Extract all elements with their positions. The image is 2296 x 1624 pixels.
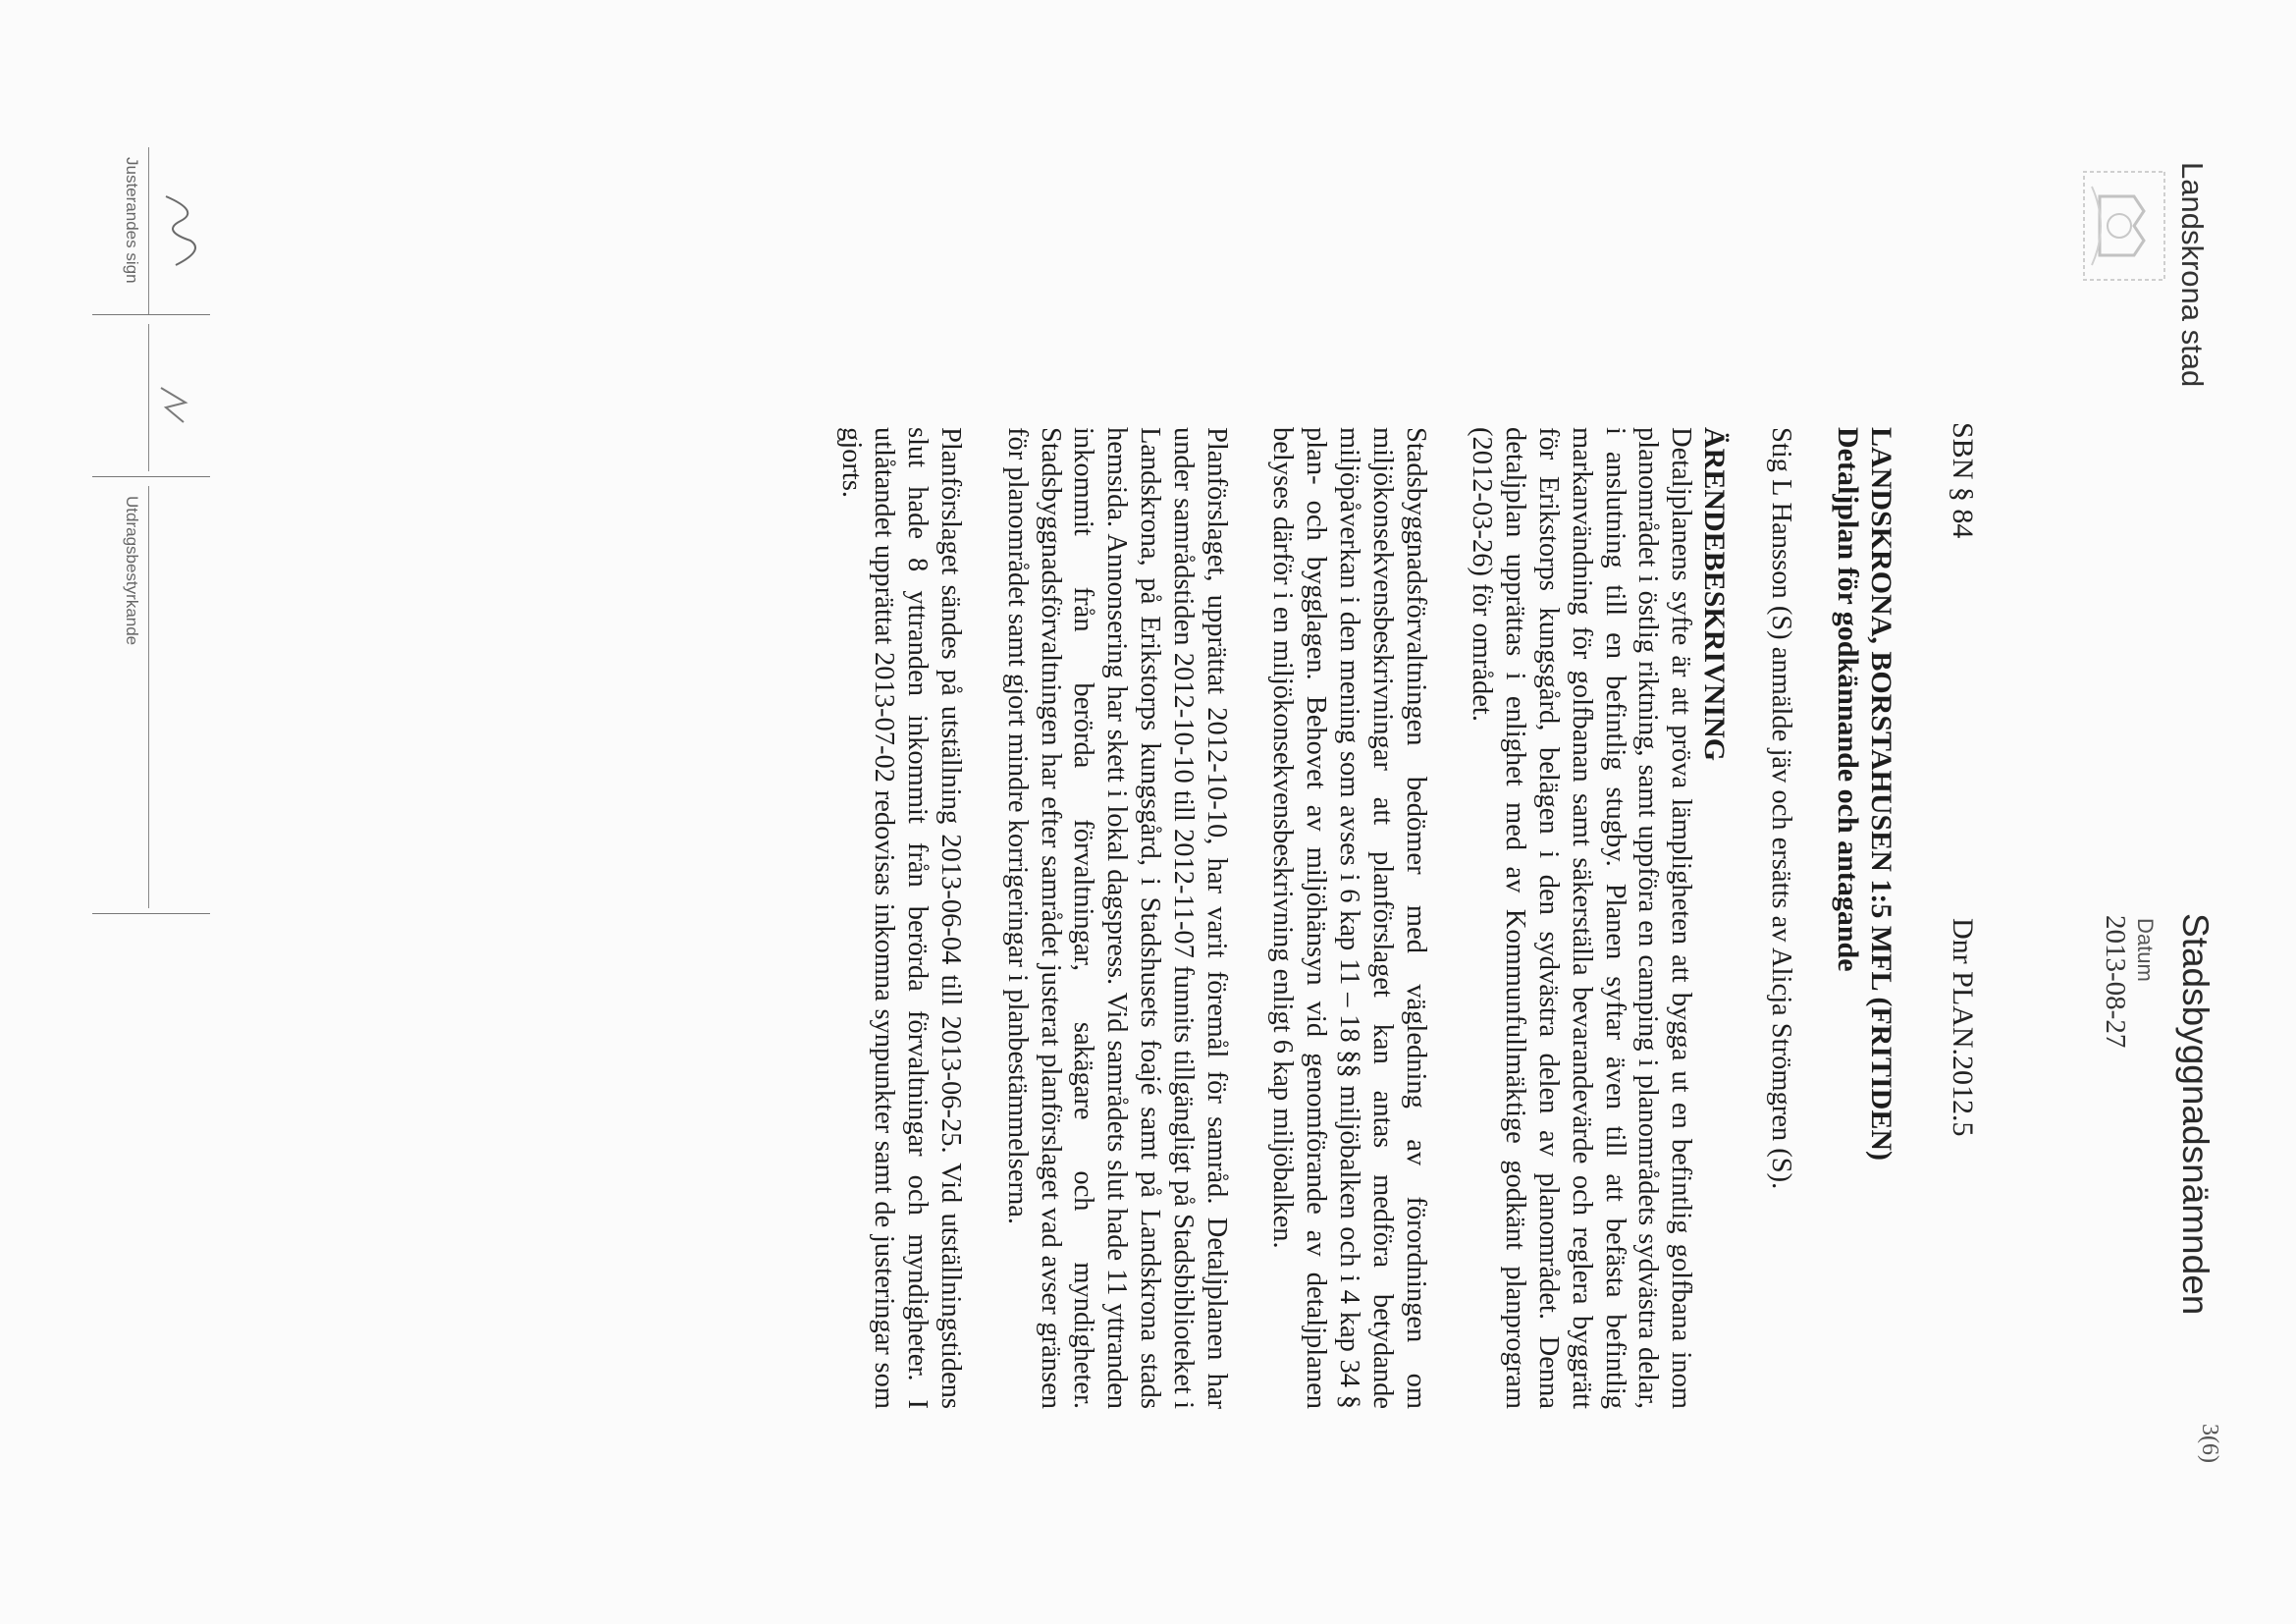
committee-name: Stadsbyggnadsnämnden [2175,913,2216,1316]
sig-divider-3 [92,913,210,914]
sig-line-right [148,486,149,908]
sig-divider-2 [92,476,210,477]
section-heading: ÄRENDEBESKRIVNING [1698,427,1732,762]
sig-line-left [148,147,149,314]
sign-label-right: Utdragsbestyrkande [123,496,141,646]
recusal-note: Stig L Hansson (S) anmälde jäv och ersätts av Alicja Strömgren (S). [1766,427,1796,1190]
sig-line-middle [148,324,149,471]
paragraph-exhibition: Planförslaget sändes på utställning 2013-06-04 till 2013-06-25. Vid utställningstidens slut hade 8 yttranden inkommit från berörda förvaltningar och myndigheter. I utlåtandet upprättat 2013-07-02 redovisas inkomna synpunkter samt de justeringar som gjorts. [835,427,967,1409]
paragraph-environment: Stadsbyggnadsförvaltningen bedömer med vägledning av förordningen om miljökonsekvensbeskrivningar att planförslaget kan antas medföra betydande miljöpåverkan i den mening som avses i 6 kap 11 – 18 §§ miljöbalken och i 4 kap 34 § plan- och bygglagen. Behovet av miljöhänsyn vid genomförande av detaljplanen belyses därför i en miljökonsekvensbeskrivning enligt 6 kap miljöbalken. [1267,427,1431,1409]
sig-divider-1 [92,314,210,315]
initials-signature-2 [151,378,195,437]
page-number: 3(6) [2197,1424,2222,1463]
sign-label-left: Justerandes sign [123,157,141,284]
document-title: LANDSKRONA, BORSTAHUSEN 1:5 MFL (FRITIDEN) [1865,427,1897,1162]
initials-signature [151,187,210,275]
paragraph-consultation: Planförslaget, upprättat 2012-10-10, har varit föremål för samråd. Detaljplanen har under samrådstiden 2012-10-10 till 2012-11-07 funnits tillgängligt på Stadsbiblioteket i Landskrona, på Erikstorps kungsgård, i Stadshusets foajé samt på Landskrona stads hemsida. Annonsering har skett i lokal dagspress. Vid samrådets slut hade 11 yttranden inkommit från berörda förvaltningar, sakägare och myndigheter. Stadsbyggnadsförvaltningen har efter samrådet justerat planförslaget vad avser gränsen för planområdet samt gjort mindre korrigeringar i planbestämmelserna. [1001,427,1232,1409]
date-value: 2013-08-27 [2100,915,2131,1049]
organization-name: Landskrona stad [2175,162,2210,388]
signature-boxes [82,147,210,933]
paragraph-purpose: Detaljplanens syfte är att pröva lämpligheten att bygga ut en befintlig golfbana inom planområdet i östlig riktning, samt uppföra en camping i planområdets sydvästra delar, i anslutning till en befintlig stugby. Planen syftar även till att befästa befintlig markanvändning för golfbanan samt säkerställa bevarandevärde och reglera byggrätt för Erikstorps kungsgård, belägen i den sydvästra delen av planområdet. Denna detaljplan upprättas i enlighet med av Kommunfullmäktige godkänt planprogram (2012-03-26) för området. [1467,427,1697,1409]
date-label: Datum [2133,918,2158,982]
case-number: Dnr PLAN.2012.5 [1947,918,1979,1137]
document-body [801,427,1897,1409]
section-number: SBN § 84 [1947,422,1979,539]
city-crest-logo [2080,167,2168,285]
document-subtitle: Detaljplan för godkännande och antagande [1832,427,1864,972]
